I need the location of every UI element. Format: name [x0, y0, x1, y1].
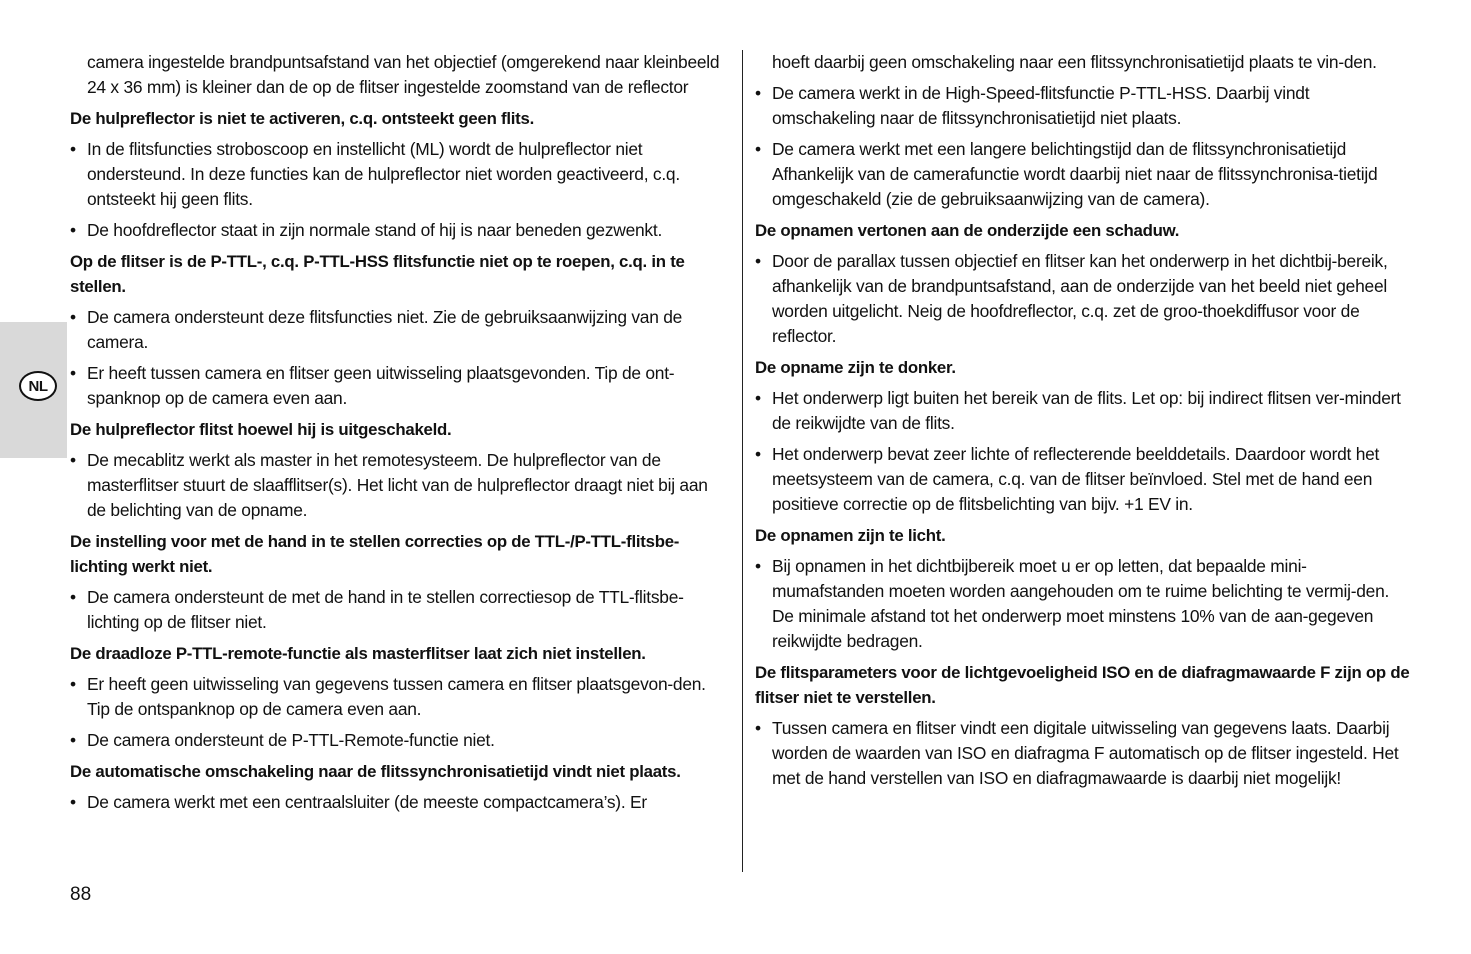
list-item: • Het onderwerp ligt buiten het bereik van de flits. Let op: bij indirect flitsen ver-mindert de reikwijdte van de flits.	[755, 386, 1415, 436]
bullet-list	[755, 249, 1415, 349]
list-item: • Het onderwerp bevat zeer lichte of reflecterende beelddetails. Daardoor wordt het meetsysteem van de camera, c.q. van de flitser beïnvloed. Stel met de hand een positieve correctie op de flitsbelichting van bijv. +1 EV in.	[755, 442, 1415, 517]
list-item: • Door de parallax tussen objectief en flitser kan het onderwerp in het dichtbij-bereik, afhankelijk van de brandpuntsafstand, aan de onderzijde van het beeld niet geheel worden uitgelicht. Neig de hoofdreflector, c.q. zet de groo-thoekdiffusor voor de reflector.	[755, 249, 1415, 349]
list-item: • De camera ondersteunt de met de hand in te stellen correctiesop de TTL-flitsbe-lichting op de flitser niet.	[70, 585, 726, 635]
section-heading: De flitsparameters voor de lichtgevoeligheid ISO en de diafragmawaarde F zijn op de flitser niet te verstellen.	[755, 663, 1410, 707]
section-heading: De opnamen zijn te licht.	[755, 526, 946, 545]
list-item: • De camera ondersteunt deze flitsfuncties niet. Zie de gebruiksaanwijzing van de camera.	[70, 305, 726, 355]
list-item: • Tussen camera en flitser vindt een digitale uitwisseling van gegevens laats. Daarbij worden de waarden van ISO en diafragma F automatisch op de flitser ingesteld. Het met de hand verstellen van ISO en diafragmawaarde is daarbij niet mogelijk!	[755, 716, 1415, 791]
section-heading: Op de flitser is de P-TTL-, c.q. P-TTL-HSS flitsfunctie niet op te roepen, c.q. in te stellen.	[70, 252, 685, 296]
language-badge: NL	[19, 371, 57, 401]
list-item: • De hoofdreflector staat in zijn normale stand of hij is naar beneden gezwenkt.	[70, 218, 726, 243]
bullet-list	[755, 386, 1415, 517]
list-item: • Er heeft tussen camera en flitser geen uitwisseling plaatsgevonden. Tip de ont-spanknop op de camera even aan.	[70, 361, 726, 411]
section-heading: De instelling voor met de hand in te stellen correcties op de TTL-/P-TTL-flitsbe-lichting werkt niet.	[70, 532, 680, 576]
bullet-list	[70, 790, 726, 815]
list-item: • De mecablitz werkt als master in het remotesysteem. De hulpreflector van de masterflitser stuurt de slaafflitser(s). Het licht van de hulpreflector draagt niet bij aan de belichting van de opname.	[70, 448, 726, 523]
left-column	[70, 50, 726, 821]
left-intro: camera ingestelde brandpuntsafstand van het objectief (omgerekend naar kleinbeeld 24 x 36 mm) is kleiner dan de op de flitser ingestelde zoomstand van de reflector	[87, 52, 720, 97]
section-heading: De opnamen vertonen aan de onderzijde een schaduw.	[755, 221, 1180, 240]
section-heading: De hulpreflector flitst hoewel hij is uitgeschakeld.	[70, 420, 452, 439]
section-heading: De hulpreflector is niet te activeren, c.q. ontsteekt geen flits.	[70, 109, 535, 128]
section-heading: De automatische omschakeling naar de flitssynchronisatietijd vindt niet plaats.	[70, 762, 681, 781]
bullet-list	[70, 448, 726, 523]
list-item: • In de flitsfuncties stroboscoop en instellicht (ML) wordt de hulpreflector niet ondersteund. In deze functies kan de hulpreflector niet worden geactiveerd, c.q. ontsteekt hij geen flits.	[70, 137, 726, 212]
page-number: 88	[70, 884, 92, 905]
list-item: • De camera werkt met een langere belichtingstijd dan de flitssynchronisatietijd Afhankelijk van de camerafunctie wordt daarbij niet naar de flitssynchronisa-tietijd omgeschakeld (zie de gebruiksaanwijzing van de camera).	[755, 137, 1415, 212]
list-item: • De camera werkt in de High-Speed-flitsfunctie P-TTL-HSS. Daarbij vindt omschakeling naar de flitssynchronisatietijd niet plaats.	[755, 81, 1415, 131]
bullet-list	[755, 554, 1415, 654]
bullet-list	[70, 305, 726, 411]
list-item: • Bij opnamen in het dichtbijbereik moet u er op letten, dat bepaalde mini-mumafstanden moeten worden aangehouden om te ruime belichting te vermij-den. De minimale afstand tot het onderwerp moet minstens 10% van de aan-gegeven reikwijdte bedragen.	[755, 554, 1415, 654]
list-item: • De camera ondersteunt de P-TTL-Remote-functie niet.	[70, 728, 726, 753]
column-divider	[742, 50, 743, 872]
bullet-list	[70, 585, 726, 635]
right-column	[755, 50, 1415, 797]
bullet-list	[70, 672, 726, 753]
list-item: • Er heeft geen uitwisseling van gegevens tussen camera en flitser plaatsgevon-den. Tip de ontspanknop op de camera even aan.	[70, 672, 726, 722]
bullet-list	[755, 716, 1415, 791]
section-heading: De opname zijn te donker.	[755, 358, 956, 377]
bullet-list	[755, 81, 1415, 212]
section-heading: De draadloze P-TTL-remote-functie als masterflitser laat zich niet instellen.	[70, 644, 646, 663]
list-item: • De camera werkt met een centraalsluiter (de meeste compactcamera’s). Er	[70, 790, 726, 815]
bullet-list	[70, 137, 726, 243]
right-intro: hoeft daarbij geen omschakeling naar een flitssynchronisatietijd plaats te vin-den.	[772, 52, 1377, 72]
